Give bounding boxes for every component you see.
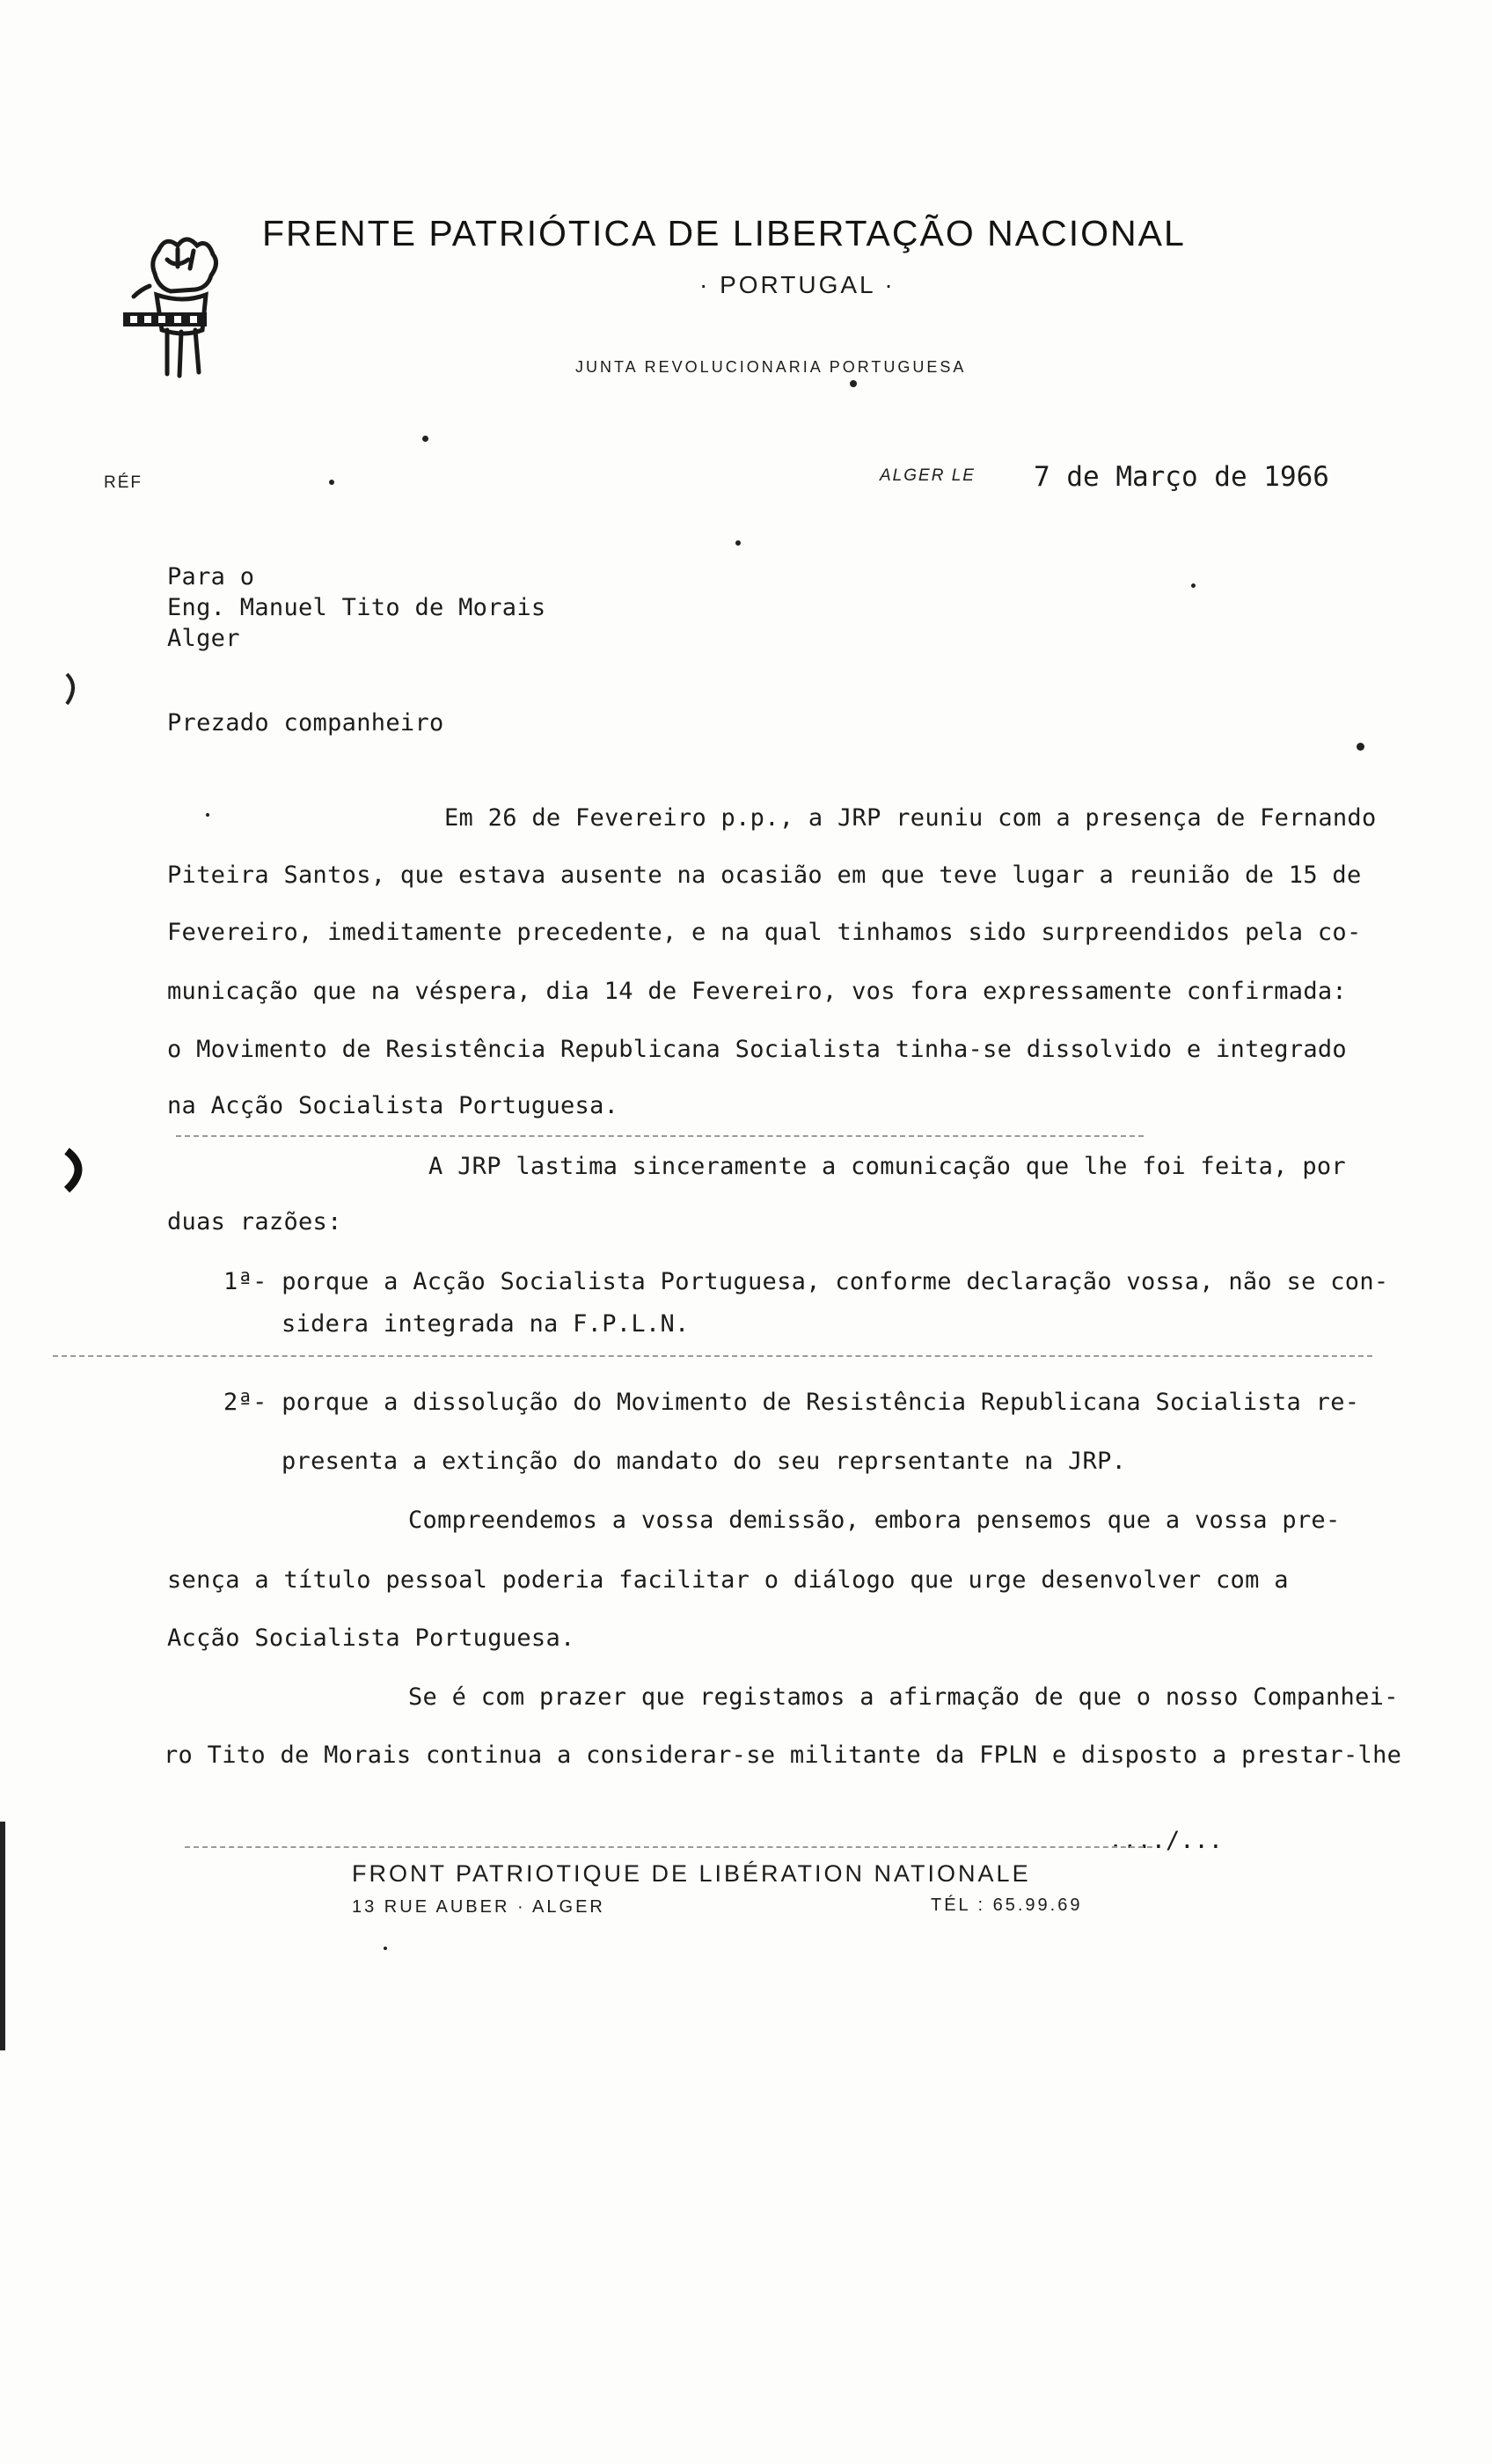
body-line-17: ro Tito de Morais continua a considerar-se militante da FPLN e disposto a prestar-lhe (164, 1742, 1402, 1769)
scan-speck (850, 380, 857, 387)
scan-speck (384, 1947, 387, 1950)
body-line-8: duas razões: (167, 1208, 342, 1236)
scan-speck (1191, 583, 1196, 588)
body-line-7: A JRP lastima sinceramente a comunicação que lhe foi feita, por (428, 1153, 1346, 1180)
body-line-1: Em 26 de Fevereiro p.p., a JRP reuniu com a presença de Fernando (444, 804, 1377, 832)
organization-name: FRENTE PATRIÓTICA DE LIBERTAÇÃO NACIONAL (262, 213, 1186, 253)
scan-speck (206, 813, 209, 817)
body-line-16: Se é com prazer que registamos a afirmação de que o nosso Companhei- (408, 1683, 1399, 1711)
fist-emblem-logo (106, 224, 238, 378)
footer-address: 13 RUE AUBER · ALGER (352, 1897, 605, 1917)
organization-country: · PORTUGAL · (699, 271, 896, 298)
organization-junta: JUNTA REVOLUCIONARIA PORTUGUESA (575, 358, 967, 376)
scan-artifact-line (53, 1355, 1372, 1357)
scan-speck (735, 540, 741, 546)
footer-telephone: TÉL : 65.99.69 (931, 1896, 1083, 1915)
recipient-line-1: Para o (167, 563, 255, 590)
reason-1-line-1: 1ª- porque a Acção Socialista Portuguesa, conforme declaração vossa, não se con- (223, 1268, 1389, 1295)
reason-1-line-2: sidera integrada na F.P.L.N. (282, 1310, 690, 1338)
place-label: ALGER LE (880, 466, 976, 485)
body-line-6: na Acção Socialista Portuguesa. (167, 1092, 619, 1119)
salutation: Prezado companheiro (167, 709, 444, 737)
body-line-13: Compreendemos a vossa demissão, embora pensemos que a vossa pre- (408, 1507, 1341, 1534)
body-line-15: Acção Socialista Portuguesa. (167, 1624, 575, 1652)
scan-speck (329, 480, 334, 485)
body-line-14: sença a título pessoal poderia facilitar o diálogo que urge desenvolver com a (167, 1566, 1289, 1594)
recipient-line-2: Eng. Manuel Tito de Morais (167, 594, 546, 621)
body-line-3: Fevereiro, imeditamente precedente, e na qual tinhamos sido surpreendidos pela co- (167, 919, 1362, 946)
scan-speck (422, 436, 428, 442)
letter-date: 7 de Março de 1966 (1034, 461, 1329, 493)
scan-artifact-line (176, 1135, 1144, 1137)
scan-speck (1357, 743, 1364, 751)
margin-hole-mark (55, 1144, 107, 1197)
continuation-mark: ..../... (1108, 1827, 1224, 1854)
body-line-5: o Movimento de Resistência Republicana Socialista tinha-se dissolvido e integrado (167, 1036, 1347, 1063)
body-line-2: Piteira Santos, que estava ausente na ocasião em que teve lugar a reunião de 15 de (167, 862, 1362, 889)
body-line-4: municação que na véspera, dia 14 de Fevereiro, vos fora expressamente confirmada: (167, 978, 1347, 1005)
recipient-line-3: Alger (167, 625, 240, 652)
reason-2-line-2: presenta a extinção do mandato do seu reprsentante na JRP. (282, 1448, 1127, 1475)
ref-label: RÉF (104, 473, 143, 492)
footer-divider (185, 1846, 1152, 1848)
footer-organization-name: FRONT PATRIOTIQUE DE LIBÉRATION NATIONALE (352, 1860, 1031, 1887)
page-edge-mark (0, 1822, 5, 2050)
reason-2-line-1: 2ª- porque a dissolução do Movimento de Resistência Republicana Socialista re- (223, 1389, 1360, 1416)
margin-hole-mark (55, 669, 90, 713)
